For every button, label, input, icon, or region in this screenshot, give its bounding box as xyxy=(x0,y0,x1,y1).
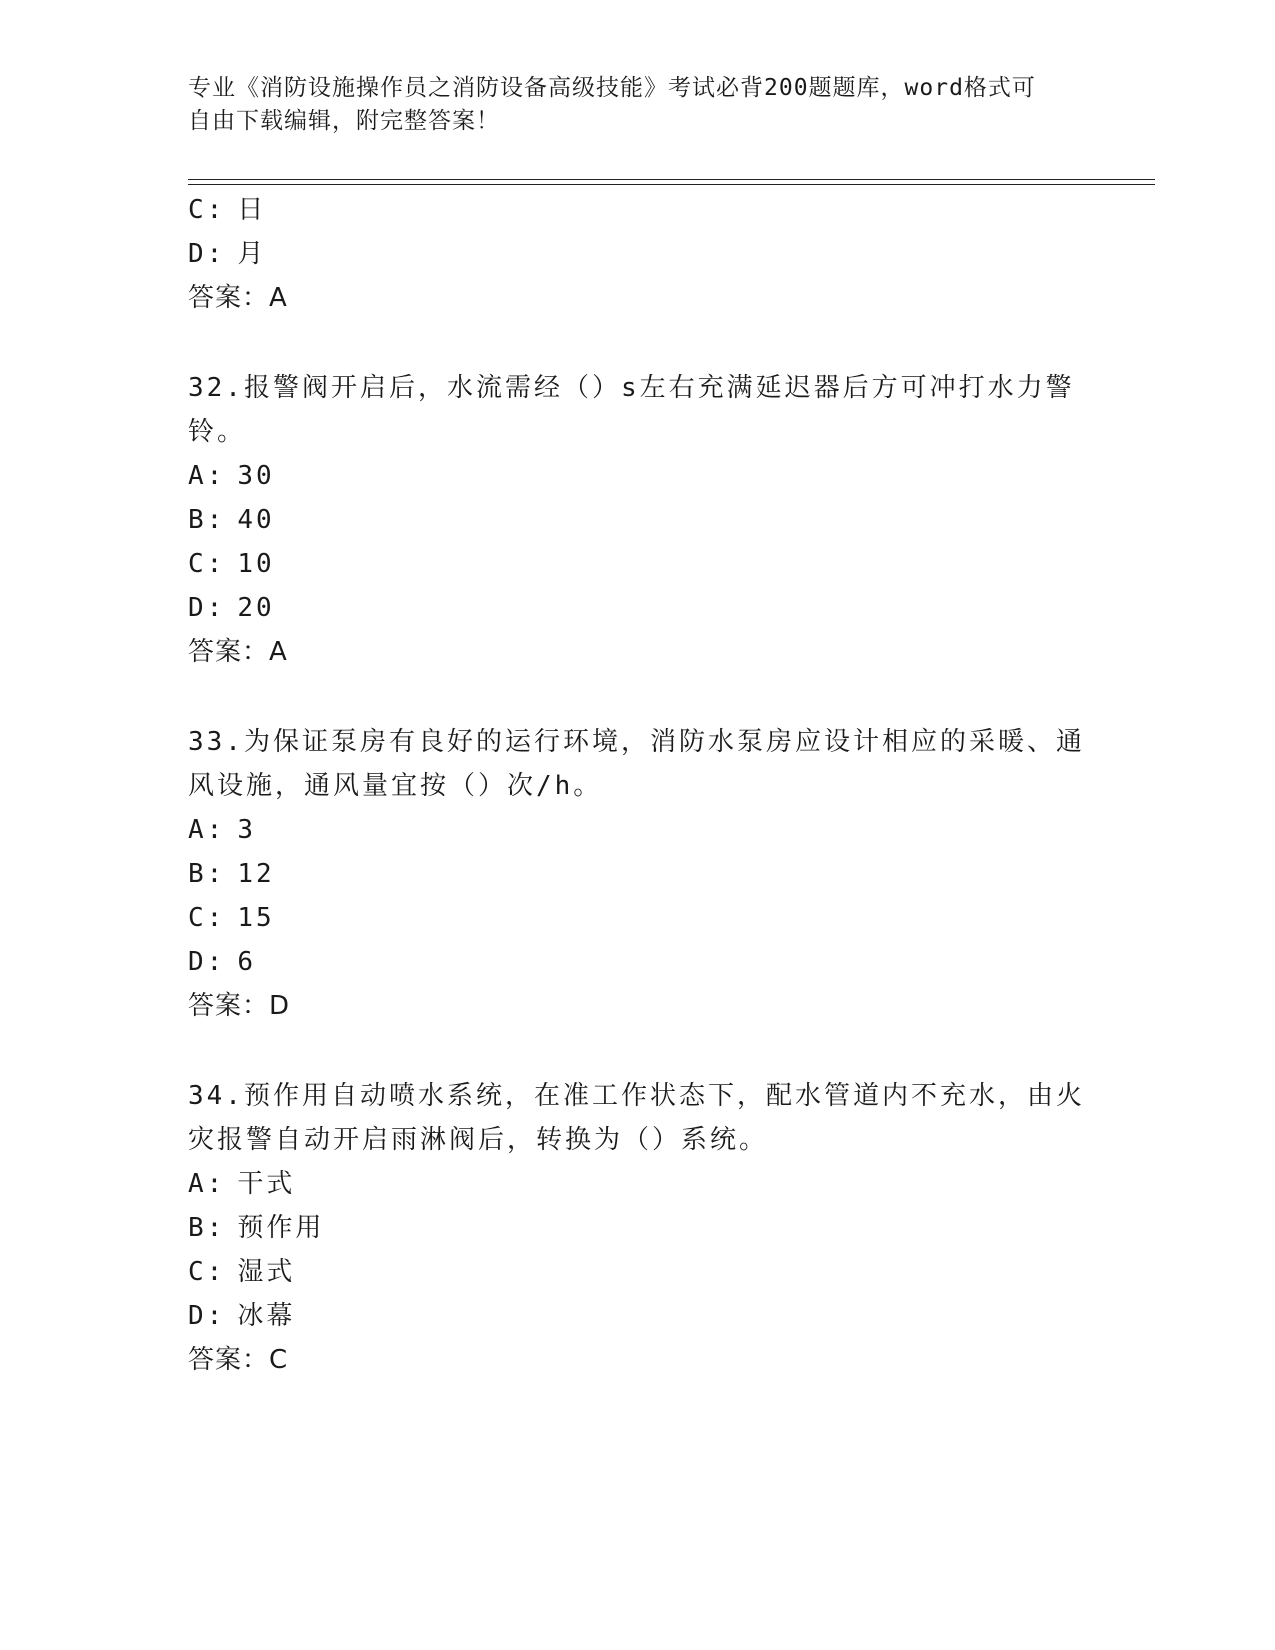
option-key: B: xyxy=(188,859,226,889)
option-b xyxy=(188,502,275,538)
option-key: D: xyxy=(188,1301,226,1331)
header-line-2: 自由下载编辑，附完整答案！ xyxy=(188,108,500,134)
document-header xyxy=(188,72,1088,138)
option-key: C: xyxy=(188,195,226,225)
option-key: D: xyxy=(188,239,226,269)
header-divider-bottom xyxy=(188,184,1155,185)
option-c xyxy=(188,1254,295,1290)
question-32-stem-line-2: 铃。 xyxy=(188,417,247,447)
option-d xyxy=(188,1298,295,1334)
option-d xyxy=(188,944,256,980)
option-text: 30 xyxy=(237,461,275,491)
option-key: D: xyxy=(188,947,226,977)
option-key: C: xyxy=(188,903,226,933)
answer-line: 答案：A xyxy=(188,283,288,313)
option-key: A: xyxy=(188,815,226,845)
option-key: C: xyxy=(188,1257,226,1287)
option-text: 6 xyxy=(237,947,256,977)
option-text: 40 xyxy=(237,505,275,535)
option-key: C: xyxy=(188,549,226,579)
option-c xyxy=(188,900,275,936)
question-32-stem-line-1: 32.报警阀开启后，水流需经（）s左右充满延迟器后方可冲打水力警 xyxy=(188,373,1075,403)
option-key: B: xyxy=(188,505,226,535)
option-key: A: xyxy=(188,461,226,491)
question-34-stem-line-1: 34.预作用自动喷水系统，在准工作状态下，配水管道内不充水，由火 xyxy=(188,1081,1085,1111)
option-d xyxy=(188,590,275,626)
option-key: A: xyxy=(188,1169,226,1199)
option-a xyxy=(188,458,275,494)
option-a xyxy=(188,812,256,848)
question-33-stem-line-2: 风设施，通风量宜按（）次/h。 xyxy=(188,771,603,801)
option-text: 12 xyxy=(237,859,275,889)
option-text: 日 xyxy=(237,195,267,225)
question-33-stem-line-1: 33.为保证泵房有良好的运行环境，消防水泵房应设计相应的采暖、通 xyxy=(188,727,1085,757)
option-b xyxy=(188,1210,324,1246)
option-key: D: xyxy=(188,593,226,623)
option-d xyxy=(188,236,266,272)
option-c xyxy=(188,546,275,582)
option-text: 20 xyxy=(237,593,275,623)
option-text: 干式 xyxy=(237,1169,296,1199)
answer-line: 答案：D xyxy=(188,991,291,1021)
option-b xyxy=(188,856,275,892)
option-text: 湿式 xyxy=(237,1257,296,1287)
option-text: 15 xyxy=(237,903,275,933)
option-key: B: xyxy=(188,1213,226,1243)
question-34-stem-line-2: 灾报警自动开启雨淋阀后，转换为（）系统。 xyxy=(188,1125,769,1155)
option-text: 10 xyxy=(237,549,275,579)
option-text: 3 xyxy=(237,815,256,845)
option-a xyxy=(188,1166,295,1202)
option-c xyxy=(188,192,266,228)
option-text: 月 xyxy=(237,239,267,269)
header-line-1: 专业《消防设施操作员之消防设备高级技能》考试必背200题题库，word格式可 xyxy=(188,75,1036,101)
answer-line: 答案：C xyxy=(188,1345,289,1375)
option-text: 预作用 xyxy=(237,1213,325,1243)
answer-line: 答案：A xyxy=(188,637,288,667)
header-divider-top xyxy=(188,179,1155,180)
option-text: 冰幕 xyxy=(237,1301,296,1331)
